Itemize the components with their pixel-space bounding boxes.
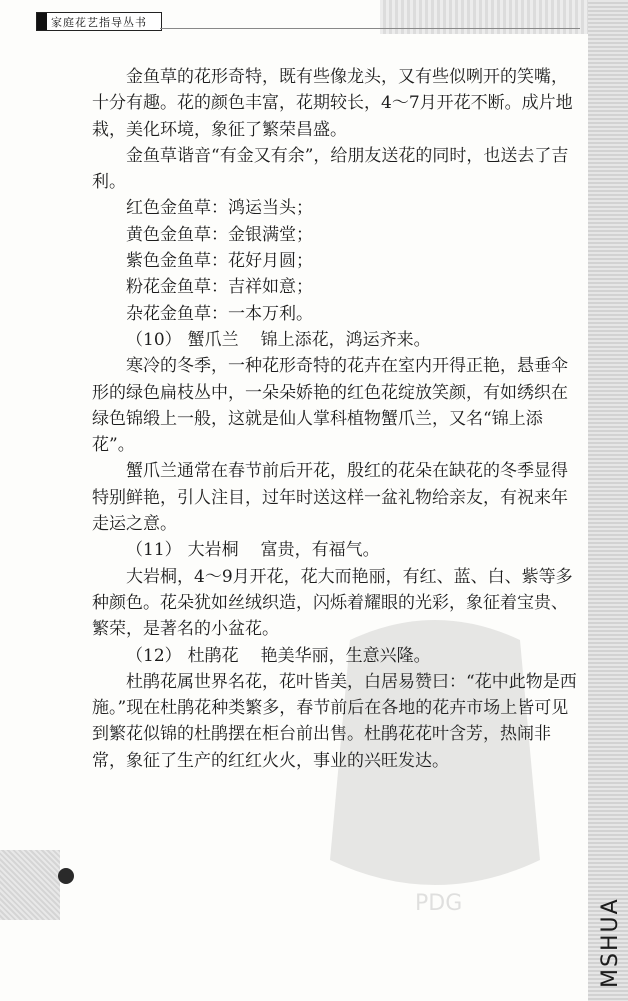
list-item: 红色金鱼草：鸿运当头； — [126, 198, 313, 219]
list-item: 紫色金鱼草：花好月圆； — [126, 251, 313, 272]
flower-meaning: 艳美华丽，生意兴隆。 — [260, 645, 431, 666]
paragraph: 杜鹃花属世界名花，花叶皆美，白居易赞曰：“花中此物是西施。”现在杜鹃花种类繁多，春节前后在各地的花卉市场上皆可见到繁花似锦的杜鹃摆在柜台前出售。杜鹃花花叶含芳，热闹非常，象征了生产的红红火火，事业的兴旺发达。 — [92, 671, 577, 771]
scan-noise-corner — [0, 850, 60, 920]
page-content — [92, 64, 582, 774]
flower-name: 蟹爪兰 — [187, 329, 239, 350]
flower-name: 大岩桐 — [187, 540, 239, 561]
series-header — [36, 12, 162, 31]
paragraph: 寒冷的冬季，一种花形奇特的花卉在室内开得正艳，悬垂伞形的绿色扁枝丛中，一朵朵娇艳的红色花绽放笑颜，有如绣织在绿色锦缎上一般，这就是仙人掌科植物蟹爪兰，又名“锦上添花”。 — [92, 356, 568, 456]
side-watermark: MSHUA — [598, 897, 623, 988]
paragraph: 金鱼草谐音“有金又有余”，给朋友送花的同时，也送去了吉利。 — [92, 145, 569, 193]
section-number: （12） — [126, 645, 182, 666]
watermark-text: PDG — [415, 891, 463, 916]
list-item: 杂花金鱼草：一本万利。 — [126, 303, 313, 324]
section-number: （11） — [126, 540, 182, 561]
list-item: 粉花金鱼草：吉祥如意； — [126, 277, 313, 298]
section-heading-12 — [92, 643, 582, 669]
flower-meaning: 锦上添花，鸿运齐来。 — [260, 329, 431, 350]
section-number: （10） — [126, 329, 182, 350]
flower-meaning: 富贵，有福气。 — [260, 540, 380, 561]
series-title: 家庭花艺指导丛书 — [51, 15, 147, 29]
header-rule — [160, 28, 580, 29]
flower-name: 杜鹃花 — [187, 645, 239, 666]
scan-noise-right-edge — [588, 0, 628, 1001]
list-item: 黄色金鱼草：金银满堂； — [126, 224, 313, 245]
paragraph: 大岩桐，4～9月开花，花大而艳丽，有红、蓝、白、紫等多种颜色。花朵犹如丝绒织造，闪烁着耀眼的光彩，象征着宝贵、繁荣，是著名的小盆花。 — [92, 566, 573, 640]
header-mark — [37, 13, 47, 30]
paragraph: 蟹爪兰通常在春节前后开花，殷红的花朵在缺花的冬季显得特别鲜艳，引人注目，过年时送这样一盆礼物给亲友，有祝来年走运之意。 — [92, 461, 568, 535]
section-heading-11 — [92, 537, 582, 563]
page-marker-dot — [58, 868, 74, 884]
paragraph: 金鱼草的花形奇特，既有些像龙头，又有些似咧开的笑嘴，十分有趣。花的颜色丰富，花期较长，4～7月开花不断。成片地栽，美化环境，象征了繁荣昌盛。 — [92, 67, 573, 140]
section-heading-10 — [92, 327, 582, 353]
